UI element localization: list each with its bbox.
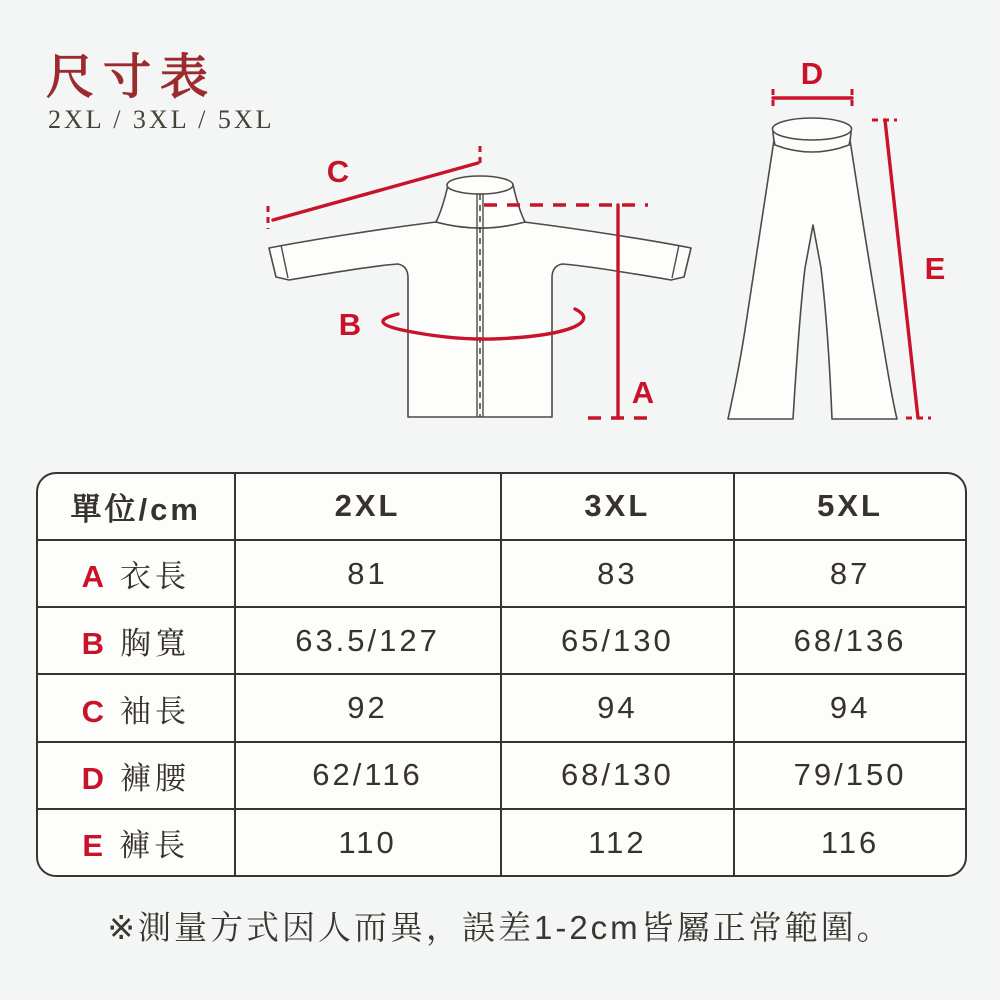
label-c: C: [326, 154, 350, 189]
measure-e-line: [885, 120, 918, 418]
label-a: A: [631, 375, 655, 410]
row-letter: B: [81, 626, 104, 662]
cell-value: 79/150: [734, 742, 965, 809]
pants-diagram: [700, 40, 980, 460]
table-row: [38, 540, 965, 607]
table-header-row: [38, 474, 965, 540]
cell-value: 94: [501, 674, 735, 741]
cell-value: 81: [235, 540, 501, 607]
table-row: [38, 674, 965, 741]
row-letter: C: [81, 693, 104, 729]
table-row: [38, 607, 965, 674]
row-header: [38, 674, 235, 741]
row-letter: D: [81, 760, 104, 796]
waistband-opening: [773, 118, 852, 140]
cell-value: 87: [734, 540, 965, 607]
cell-value: 68/130: [501, 742, 735, 809]
size-table: [36, 472, 967, 877]
table-row: [38, 742, 965, 809]
row-letter: E: [82, 828, 104, 864]
jacket-diagram: [240, 130, 710, 460]
table-row: [38, 809, 965, 875]
row-header: [38, 742, 235, 809]
cell-value: 110: [235, 809, 501, 875]
label-d: D: [800, 56, 824, 91]
header-size-5xl: 5XL: [734, 474, 965, 540]
row-label: 褲長: [119, 828, 190, 864]
row-label: 褲腰: [119, 760, 190, 796]
header-unit: 單位/cm: [38, 474, 235, 540]
label-b: B: [338, 307, 362, 342]
cell-value: 68/136: [734, 607, 965, 674]
header-size-2xl: 2XL: [235, 474, 501, 540]
cell-value: 92: [235, 674, 501, 741]
cell-value: 116: [734, 809, 965, 875]
pants-outline: [728, 140, 897, 419]
cell-value: 94: [734, 674, 965, 741]
label-e: E: [924, 251, 946, 286]
collar-opening: [447, 176, 513, 194]
row-header: [38, 809, 235, 875]
cell-value: 112: [501, 809, 735, 875]
row-letter: A: [81, 559, 104, 595]
page-title: 尺寸表: [46, 51, 218, 104]
cell-value: 62/116: [235, 742, 501, 809]
row-label: 袖長: [119, 693, 190, 729]
measurement-disclaimer: ※測量方式因人而異，誤差1-2cm皆屬正常範圍。: [107, 909, 893, 946]
row-header: [38, 540, 235, 607]
cell-value: 65/130: [501, 607, 735, 674]
row-header: [38, 607, 235, 674]
row-label: 胸寬: [119, 626, 190, 662]
cell-value: 63.5/127: [235, 607, 501, 674]
cell-value: 83: [501, 540, 735, 607]
size-range-subtitle: 2XL / 3XL / 5XL: [48, 105, 275, 134]
row-label: 衣長: [119, 559, 190, 595]
header-size-3xl: 3XL: [501, 474, 735, 540]
